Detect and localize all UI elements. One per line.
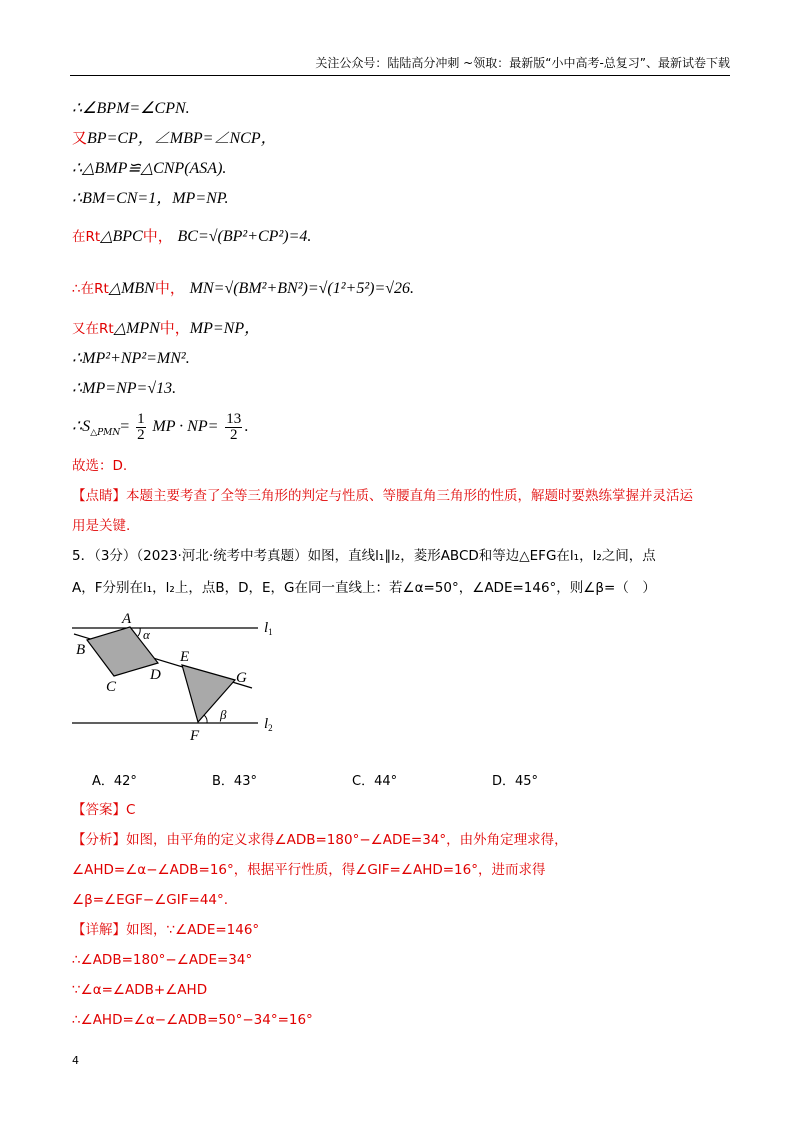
proof-line-2: 又BP=CP，∠MBP=∠NCP， <box>72 129 277 147</box>
proof-line-1: ∴∠BPM=∠CPN. <box>72 100 190 117</box>
question-line-1: 5．（3分）（2023·河北·统考中考真题）如图，直线l₁∥l₂，菱形ABCD和等边△EFG在l₁，l₂之间，点 <box>72 548 656 564</box>
label-alpha: α <box>143 627 150 642</box>
proof-line-10: $\therefore S_{\triangle PMN}=$ $\frac{1}{2}$ MP · NP= $\frac{13}{2}$ . <box>72 410 249 443</box>
label-a: A <box>122 611 132 627</box>
alpha-arc <box>138 628 140 636</box>
detail-line-2: ∴∠ADB=180°−∠ADE=34° <box>72 952 253 968</box>
label-b: B <box>76 642 86 658</box>
fraction-13-over-2: $\frac{13}{2}$ <box>226 410 242 443</box>
proof-line-5: 在Rt△BPC中， BC=√(BP²+CP²)=4. <box>72 227 312 245</box>
label-l1: $l_1$ <box>264 620 273 637</box>
fraction-half: $\frac{1}{2}$ <box>137 410 145 443</box>
analysis-line-2: ∠AHD=∠α−∠ADB=16°，根据平行性质，得∠GIF=∠AHD=16°，进而求得 <box>72 862 546 878</box>
proof-line-9: ∴MP=NP=√13. <box>72 380 177 397</box>
option-a[interactable]: A．42° <box>92 774 137 789</box>
proof-line-6: ∴在Rt△MBN中， MN=√(BM²+BN²)=√(1²+5²)=√26. <box>72 279 415 297</box>
detail-line-4: ∴∠AHD=∠α−∠ADB=50°−34°=16° <box>72 1012 313 1028</box>
label-beta: β <box>220 707 227 722</box>
detail-line-1: 【详解】如图，∵∠ADE=146° <box>72 922 260 938</box>
analysis-line-1: 【分析】如图，由平角的定义求得∠ADB=180°−∠ADE=34°，由外角定理求得， <box>72 832 568 848</box>
answer-selection: 故选：D. <box>72 458 128 474</box>
analysis-line-3: ∠β=∠EGF−∠GIF=44°. <box>72 892 229 908</box>
triangle-efg <box>182 665 235 722</box>
proof-line-3: ∴△BMP≌△CNP(ASA). <box>72 160 227 177</box>
beta-arc <box>204 715 207 723</box>
page-header: 关注公众号：陆陆高分冲刺 ~领取：最新版“小中高考-总复习”、最新试卷下载 <box>70 54 730 76</box>
detail-line-3: ∵∠α=∠ADB+∠AHD <box>72 982 208 998</box>
option-c[interactable]: C．44° <box>352 774 398 789</box>
option-d[interactable]: D．45° <box>492 774 539 789</box>
label-e: E <box>180 649 190 665</box>
answer-line: 【答案】C <box>72 802 136 818</box>
label-g: G <box>236 670 247 686</box>
label-l2: $l_2$ <box>264 716 273 733</box>
option-b[interactable]: B．43° <box>212 774 257 789</box>
label-f: F <box>190 728 200 744</box>
page-number: 4 <box>72 1054 79 1067</box>
comment-line-2: 用是关键. <box>72 518 131 534</box>
geometry-figure <box>70 610 310 744</box>
comment-line-1: 【点睛】本题主要考查了全等三角形的判定与性质、等腰直角三角形的性质，解题时要熟练掌握并灵活运 <box>72 488 693 504</box>
label-d: D <box>150 667 161 683</box>
label-c: C <box>106 679 117 695</box>
proof-line-4: ∴BM=CN=1，MP=NP. <box>72 190 229 207</box>
proof-line-8: ∴MP²+NP²=MN². <box>72 350 190 367</box>
question-line-2: A，F分别在l₁，l₂上，点B，D，E，G在同一直线上：若∠α=50°，∠ADE=146°，则∠β=（ ） <box>72 580 656 596</box>
proof-line-7: 又在Rt△MPN中，MP=NP， <box>72 319 261 337</box>
